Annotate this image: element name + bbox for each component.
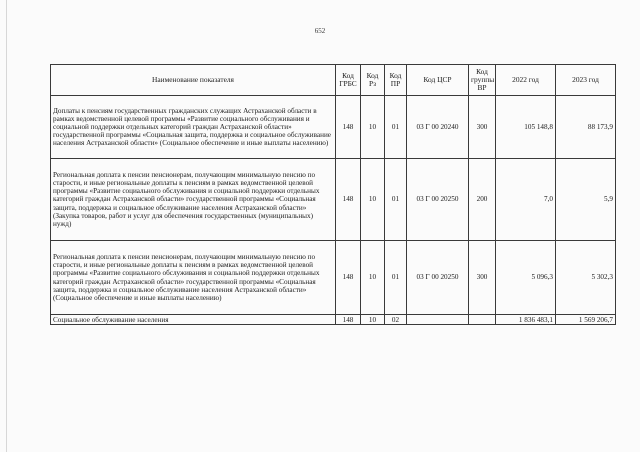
cell-vr: 300 [469,241,496,315]
cell-2023: 88 173,9 [556,96,616,159]
page-number: 652 [314,27,326,35]
cell-vr [469,315,496,325]
table-row [51,315,616,325]
budget-table [50,64,616,325]
cell-pr: 01 [385,241,407,315]
cell-pr: 01 [385,96,407,159]
cell-2022: 1 836 483,1 [496,315,556,325]
cell-2023: 5 302,3 [556,241,616,315]
cell-grbs: 148 [336,159,361,241]
header-csr: Код ЦСР [407,65,469,96]
header-rz: Код Рз [361,65,385,96]
table-row [51,96,616,159]
cell-2022: 105 148,8 [496,96,556,159]
cell-2022: 7,0 [496,159,556,241]
header-pr: Код ПР [385,65,407,96]
cell-vr: 300 [469,96,496,159]
cell-csr: 03 Г 00 20250 [407,159,469,241]
header-name: Наименование показателя [51,65,336,96]
cell-pr: 02 [385,315,407,325]
header-vr: Код группы ВР [469,65,496,96]
cell-csr: 03 Г 00 20250 [407,241,469,315]
cell-pr: 01 [385,159,407,241]
cell-csr [407,315,469,325]
cell-grbs: 148 [336,241,361,315]
table-row [51,159,616,241]
table-row [51,241,616,315]
cell-2023: 1 569 206,7 [556,315,616,325]
header-2022: 2022 год [496,65,556,96]
cell-rz: 10 [361,159,385,241]
scan-edge-line [6,0,7,452]
cell-csr: 03 Г 00 20240 [407,96,469,159]
cell-rz: 10 [361,315,385,325]
cell-vr: 200 [469,159,496,241]
cell-name: Доплаты к пенсиям государственных гражданских служащих Астраханской области в рамках ведомственной целевой программы «Развитие социального обслуживания и социальной поддержки отдельных категорий граждан Астраханской области» государственной программы «Социальная защита, поддержка и социальное обслуживание населения Астраханской области» (Социальное обеспечение и иные выплаты населению) [51,96,336,159]
cell-rz: 10 [361,96,385,159]
cell-rz: 10 [361,241,385,315]
cell-2023: 5,9 [556,159,616,241]
cell-name: Социальное обслуживание населения [51,315,336,325]
cell-name: Региональная доплата к пенсии пенсионерам, получающим минимальную пенсию по старости, и иные региональные доплаты к пенсиям в рамках ведомственной целевой программы «Развитие социального обслуживания и социальной поддержки отдельных категорий граждан Астраханской области» государственной программы «Социальная защита, поддержка и социальное обслуживание населения Астраханской области» (Социальное обеспечение и иные выплаты населению) [51,241,336,315]
header-grbs: Код ГРБС [336,65,361,96]
cell-name: Региональная доплата к пенсии пенсионерам, получающим минимальную пенсию по старости, и иные региональные доплаты к пенсиям в рамках ведомственной целевой программы «Развитие социального обслуживания и социальной поддержки отдельных категорий граждан Астраханской области» государственной программы «Социальная защита, поддержка и социальное обслуживание населения Астраханской области» (Закупка товаров, работ и услуг для обеспечения государственных (муниципальных) нужд) [51,159,336,241]
table-header-row [51,65,616,96]
cell-grbs: 148 [336,315,361,325]
header-2023: 2023 год [556,65,616,96]
cell-2022: 5 096,3 [496,241,556,315]
cell-grbs: 148 [336,96,361,159]
